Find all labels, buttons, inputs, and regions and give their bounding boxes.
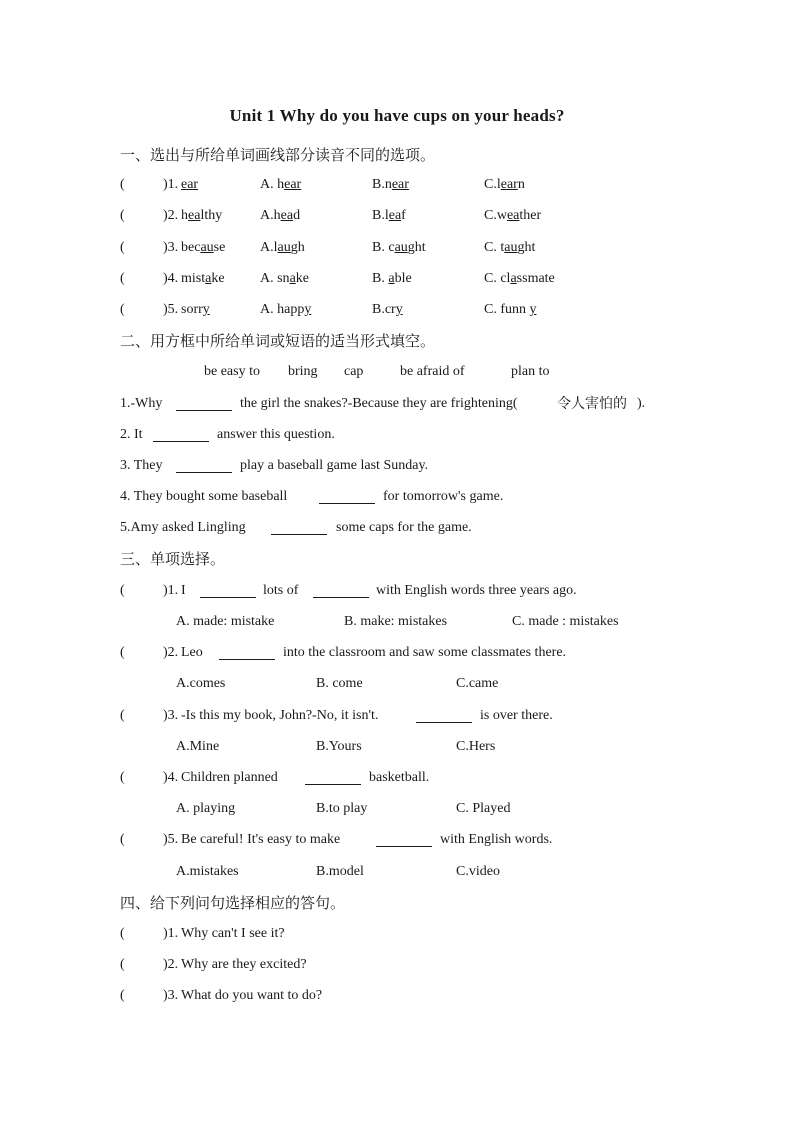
answer-blank[interactable]	[176, 458, 232, 473]
word-part: A.l	[260, 240, 278, 255]
word-box-item: be afraid of	[400, 364, 465, 379]
underlined-letters: y	[202, 302, 210, 317]
match-question	[0, 954, 794, 976]
mc-options	[0, 611, 794, 633]
option-b[interactable]	[372, 299, 403, 321]
underlined-letters: ea	[188, 208, 201, 223]
word-part: d	[293, 208, 301, 223]
match-question-text: Why are they excited?	[181, 957, 307, 972]
word-box-item: plan to	[511, 364, 550, 379]
underlined-letters: a	[510, 271, 517, 286]
fill-item-text: for tomorrow's game.	[383, 489, 504, 504]
option-c[interactable]	[484, 174, 525, 196]
word-part: B. c	[372, 240, 395, 255]
answer-blank[interactable]	[313, 583, 369, 598]
section2-heading: 二、用方框中所给单词或短语的适当形式填空。	[120, 332, 436, 350]
paren-open: (	[120, 926, 125, 941]
paren-open: (	[120, 302, 125, 317]
paren-open: (	[120, 271, 125, 286]
word-part: ght	[517, 240, 536, 255]
fill-item-tail: ).	[637, 396, 646, 411]
word-part: B.l	[372, 208, 389, 223]
target-word	[181, 268, 225, 290]
mc-question-text: Leo	[181, 645, 203, 660]
option-c[interactable]: C. Played	[456, 801, 511, 816]
fill-item	[0, 424, 794, 446]
option-a[interactable]: A.Mine	[176, 739, 220, 754]
mc-question	[0, 580, 794, 602]
word-part: B.n	[372, 177, 392, 192]
underlined-letters: au	[504, 240, 518, 255]
option-c[interactable]	[484, 205, 541, 227]
underlined-letters: ea	[388, 208, 402, 223]
word-part: n	[517, 177, 525, 192]
mc-question-text: basketball.	[369, 770, 430, 785]
phonics-item-number: )2.	[163, 208, 179, 223]
paren-open: (	[120, 708, 125, 723]
mc-question-number: )4.	[163, 770, 179, 785]
mc-question-number: )1.	[163, 583, 179, 598]
mc-question-text: is over there.	[480, 708, 553, 723]
option-b[interactable]	[372, 174, 409, 196]
match-question	[0, 985, 794, 1007]
mc-question-number: )3.	[163, 708, 179, 723]
option-c[interactable]	[484, 268, 555, 290]
word-part: ble	[394, 271, 412, 286]
underlined-letters: ear	[284, 177, 302, 192]
option-b[interactable]	[372, 237, 426, 259]
answer-blank[interactable]	[200, 583, 256, 598]
page-title: Unit 1 Why do you have cups on your heads?	[229, 106, 565, 125]
answer-blank[interactable]	[305, 770, 361, 785]
option-a[interactable]: A.mistakes	[176, 864, 239, 879]
mc-question-text: Children planned	[181, 770, 278, 785]
word-box-item: be easy to	[204, 364, 260, 379]
option-b[interactable]	[372, 205, 406, 227]
word-part: gh	[290, 240, 305, 255]
word-part: mist	[181, 271, 206, 286]
option-b[interactable]: B.Yours	[316, 739, 362, 754]
word-box	[0, 361, 794, 383]
underlined-letters: ear	[391, 177, 409, 192]
word-part: ke	[211, 271, 225, 286]
word-part: sorr	[181, 302, 203, 317]
phonics-item	[0, 237, 794, 259]
target-word	[181, 174, 198, 196]
answer-blank[interactable]	[319, 489, 375, 504]
target-word	[181, 205, 222, 227]
word-box-item: cap	[344, 364, 364, 379]
section3-heading: 三、单项选择。	[120, 550, 226, 568]
paren-open: (	[120, 208, 125, 223]
option-b[interactable]: B.model	[316, 864, 364, 879]
answer-blank[interactable]	[376, 832, 432, 847]
option-c[interactable]	[484, 299, 537, 321]
word-box-item: bring	[288, 364, 318, 379]
mc-question-text: with English words three years ago.	[376, 583, 577, 598]
phonics-item	[0, 299, 794, 321]
match-question	[0, 923, 794, 945]
fill-item-text: the girl the snakes?-Because they are frightening(	[240, 396, 518, 411]
option-a[interactable]: A. made: mistake	[176, 614, 275, 629]
word-part: bec	[181, 240, 201, 255]
fill-item	[0, 393, 794, 415]
mc-question-text: -Is this my book, John?-No, it isn't.	[181, 708, 379, 723]
word-part: lthy	[200, 208, 223, 223]
mc-options	[0, 798, 794, 820]
mc-question-number: )5.	[163, 832, 179, 847]
word-part: ke	[295, 271, 309, 286]
answer-blank[interactable]	[416, 708, 472, 723]
option-c[interactable]	[484, 237, 535, 259]
underlined-letters: au	[200, 240, 214, 255]
phonics-item	[0, 174, 794, 196]
word-part: f	[401, 208, 406, 223]
underlined-letters: au	[394, 240, 408, 255]
mc-question	[0, 829, 794, 851]
target-word	[181, 237, 225, 259]
option-a[interactable]	[260, 205, 300, 227]
underlined-letters: y	[529, 302, 537, 317]
fill-item-text: answer this question.	[217, 427, 335, 442]
match-question-number: )3.	[163, 988, 179, 1003]
underlined-letters: y	[395, 302, 403, 317]
paren-open: (	[120, 957, 125, 972]
word-part: B.cr	[372, 302, 396, 317]
fill-item	[0, 486, 794, 508]
option-c[interactable]: C. made : mistakes	[512, 614, 619, 629]
mc-question-text: Be careful! It's easy to make	[181, 832, 341, 847]
word-part: C. cl	[484, 271, 511, 286]
answer-blank[interactable]	[176, 396, 232, 411]
option-a[interactable]: A.comes	[176, 676, 226, 691]
match-question-text: Why can't I see it?	[181, 926, 285, 941]
paren-open: (	[120, 177, 125, 192]
paren-open: (	[120, 832, 125, 847]
word-part: B.	[372, 271, 389, 286]
match-question-text: What do you want to do?	[181, 988, 323, 1003]
mc-options	[0, 736, 794, 758]
option-b[interactable]	[372, 268, 412, 290]
underlined-letters: ea	[280, 208, 294, 223]
word-part: C. t	[484, 240, 505, 255]
answer-blank[interactable]	[219, 645, 275, 660]
word-part: A. h	[260, 177, 285, 192]
mc-question-text: with English words.	[440, 832, 553, 847]
mc-question	[0, 642, 794, 664]
word-part: h	[181, 208, 188, 223]
word-part: se	[213, 240, 226, 255]
fill-item	[0, 455, 794, 477]
underlined-letters: a	[205, 271, 212, 286]
phonics-item	[0, 205, 794, 227]
word-part: C.l	[484, 177, 501, 192]
fill-item-lead: 3. They	[120, 458, 163, 473]
fill-item-text: some caps for the game.	[336, 520, 472, 535]
word-part: A. happ	[260, 302, 305, 317]
match-question-number: )1.	[163, 926, 179, 941]
word-part: ssmate	[516, 271, 555, 286]
section4-heading: 四、给下列问句选择相应的答句。	[120, 894, 346, 912]
option-c[interactable]: C.came	[456, 676, 499, 691]
mc-options	[0, 861, 794, 883]
option-b[interactable]: B. make: mistakes	[344, 614, 448, 629]
underlined-letters: a	[289, 271, 296, 286]
option-b[interactable]: B.to play	[316, 801, 368, 816]
underlined-letters: ear	[500, 177, 518, 192]
fill-item-lead: 5.Amy asked Lingling	[120, 520, 246, 535]
fill-item-lead: 4. They bought some baseball	[120, 489, 288, 504]
word-part: ght	[407, 240, 426, 255]
underlined-letters: ear	[181, 177, 199, 192]
phonics-item-number: )3.	[163, 240, 179, 255]
mc-question-text: lots of	[263, 583, 299, 598]
word-part: C.w	[484, 208, 507, 223]
option-a[interactable]	[260, 299, 311, 321]
fill-item-text: play a baseball game last Sunday.	[240, 458, 429, 473]
answer-blank[interactable]	[153, 427, 209, 442]
option-a[interactable]	[260, 174, 301, 196]
underlined-letters: au	[277, 240, 291, 255]
underlined-letters: ea	[506, 208, 520, 223]
section1-heading: 一、选出与所给单词画线部分读音不同的选项。	[120, 146, 436, 164]
option-c[interactable]: C.Hers	[456, 739, 496, 754]
underlined-letters: a	[388, 271, 395, 286]
fill-item-lead: 2. It	[120, 427, 143, 442]
option-a[interactable]	[260, 237, 305, 259]
option-a[interactable]: A. playing	[176, 801, 236, 816]
mc-question-number: )2.	[163, 645, 179, 660]
word-part: C. funn	[484, 302, 530, 317]
option-b[interactable]: B. come	[316, 676, 363, 691]
fill-item-chinese: 令人害怕的	[557, 396, 627, 412]
mc-question	[0, 767, 794, 789]
word-part: ther	[519, 208, 542, 223]
underlined-letters: y	[304, 302, 312, 317]
phonics-item-number: )5.	[163, 302, 179, 317]
phonics-item-number: )4.	[163, 271, 179, 286]
word-part: A. sn	[260, 271, 290, 286]
mc-question	[0, 705, 794, 727]
phonics-item	[0, 268, 794, 290]
paren-open: (	[120, 988, 125, 1003]
mc-question-text: I	[181, 583, 186, 598]
paren-open: (	[120, 645, 125, 660]
match-question-number: )2.	[163, 957, 179, 972]
target-word	[181, 299, 210, 321]
mc-options	[0, 673, 794, 695]
fill-item-lead: 1.-Why	[120, 396, 163, 411]
answer-blank[interactable]	[271, 520, 327, 535]
mc-question-text: into the classroom and saw some classmates there.	[283, 645, 567, 660]
word-part: A.h	[260, 208, 281, 223]
fill-item	[0, 517, 794, 539]
paren-open: (	[120, 583, 125, 598]
option-a[interactable]	[260, 268, 309, 290]
phonics-item-number: )1.	[163, 177, 179, 192]
option-c[interactable]: C.video	[456, 864, 500, 879]
paren-open: (	[120, 770, 125, 785]
paren-open: (	[120, 240, 125, 255]
